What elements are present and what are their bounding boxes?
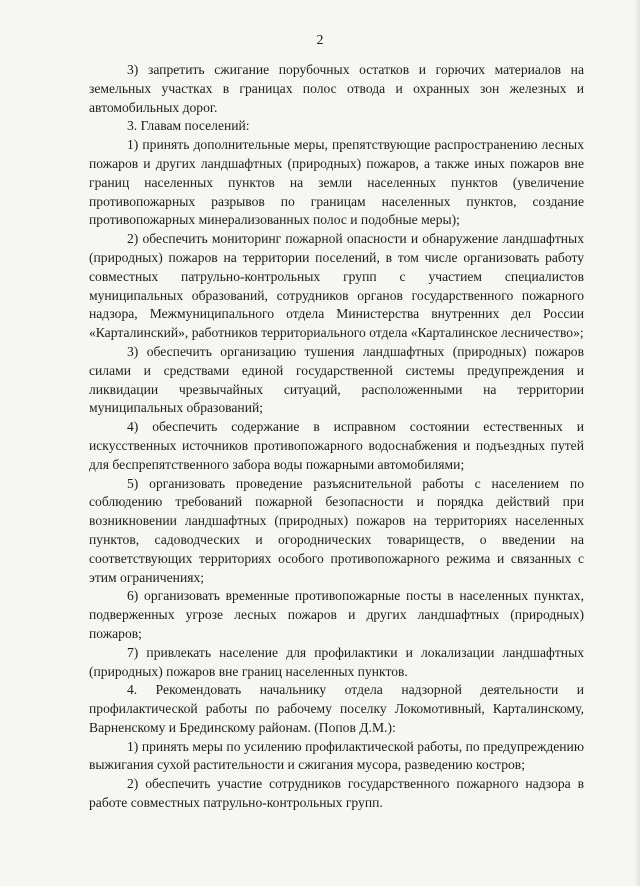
paragraph-3-3b: 3) обеспечить организацию тушения ландшафтных (природных) пожаров силами и средствами единой государственной системы предупреждения и ликвидации чрезвычайных ситуаций, расположенными на территории муниципальных образований; xyxy=(89,343,584,416)
paragraph-4-2: 2) обеспечить участие сотрудников государственного пожарного надзора в работе совместных патрульно-контрольных групп. xyxy=(89,776,584,811)
document-body xyxy=(89,61,584,813)
section-3-heading: 3. Главам поселений: xyxy=(127,118,250,134)
paragraph-3-1: 1) принять дополнительные меры, препятствующие распространению лесных пожаров и других ландшафтных (природных) пожаров, а также иных пожаров вне границ населенных пунктов на земли населенных пунктов (увеличение противопожарных разрывов по границам населенных пунктов, создание противопожарных минерализованных полос и подобные меры); xyxy=(89,137,584,228)
section-4-paragraph: 4. Рекомендовать начальнику отдела надзорной деятельности и профилактической работы по рабочему поселку Локомотивный, Карталинскому, Варненскому и Брединскому районам. (Попов Д.М.): xyxy=(89,682,584,735)
paragraph-3-6: 6) организовать временные противопожарные посты в населенных пунктах, подверженных угрозе лесных пожаров и других ландшафтных (природных) пожаров; xyxy=(89,588,584,641)
paragraph-3-2: 2) обеспечить мониторинг пожарной опасности и обнаружение ландшафтных (природных) пожаров на территории поселений, в том числе организовать работу совместных патрульно-контрольных групп с участием специалистов муниципальных образований, сотрудников органов государственного пожарного надзора, Межмуниципального отдела Министерства внутренних дел России «Карталинский», работников территориального отдела «Карталинское лесничество»; xyxy=(89,231,584,341)
paragraph-3-4: 4) обеспечить содержание в исправном состоянии естественных и искусственных источников противопожарного водоснабжения и подъездных путей для беспрепятственного забора воды пожарными автомобилями; xyxy=(89,419,584,472)
paragraph-3-5: 5) организовать проведение разъяснительной работы с населением по соблюдению требований пожарной безопасности и порядка действий при возникновении ландшафтных (природных) пожаров на территориях населенных пунктов, садоводческих и огороднических товариществ, о введении на соответствующих территориях особого противопожарного режима и связанных с этим ограничениях; xyxy=(89,475,584,585)
scan-edge-shadow xyxy=(634,0,640,886)
paragraph-4-1: 1) принять меры по усилению профилактической работы, по предупреждению выжигания сухой растительности и сжигания мусора, разведению костров; xyxy=(89,738,584,773)
page-number: 2 xyxy=(316,33,324,48)
paragraph-3-7: 7) привлекать население для профилактики и локализации ландшафтных (природных) пожаров вне границ населенных пунктов. xyxy=(89,644,584,679)
paragraph-3-3: 3) запретить сжигание порубочных остатков и горючих материалов на земельных участках в границах полос отвода и охранных зон железных и автомобильных дорог. xyxy=(89,62,584,115)
